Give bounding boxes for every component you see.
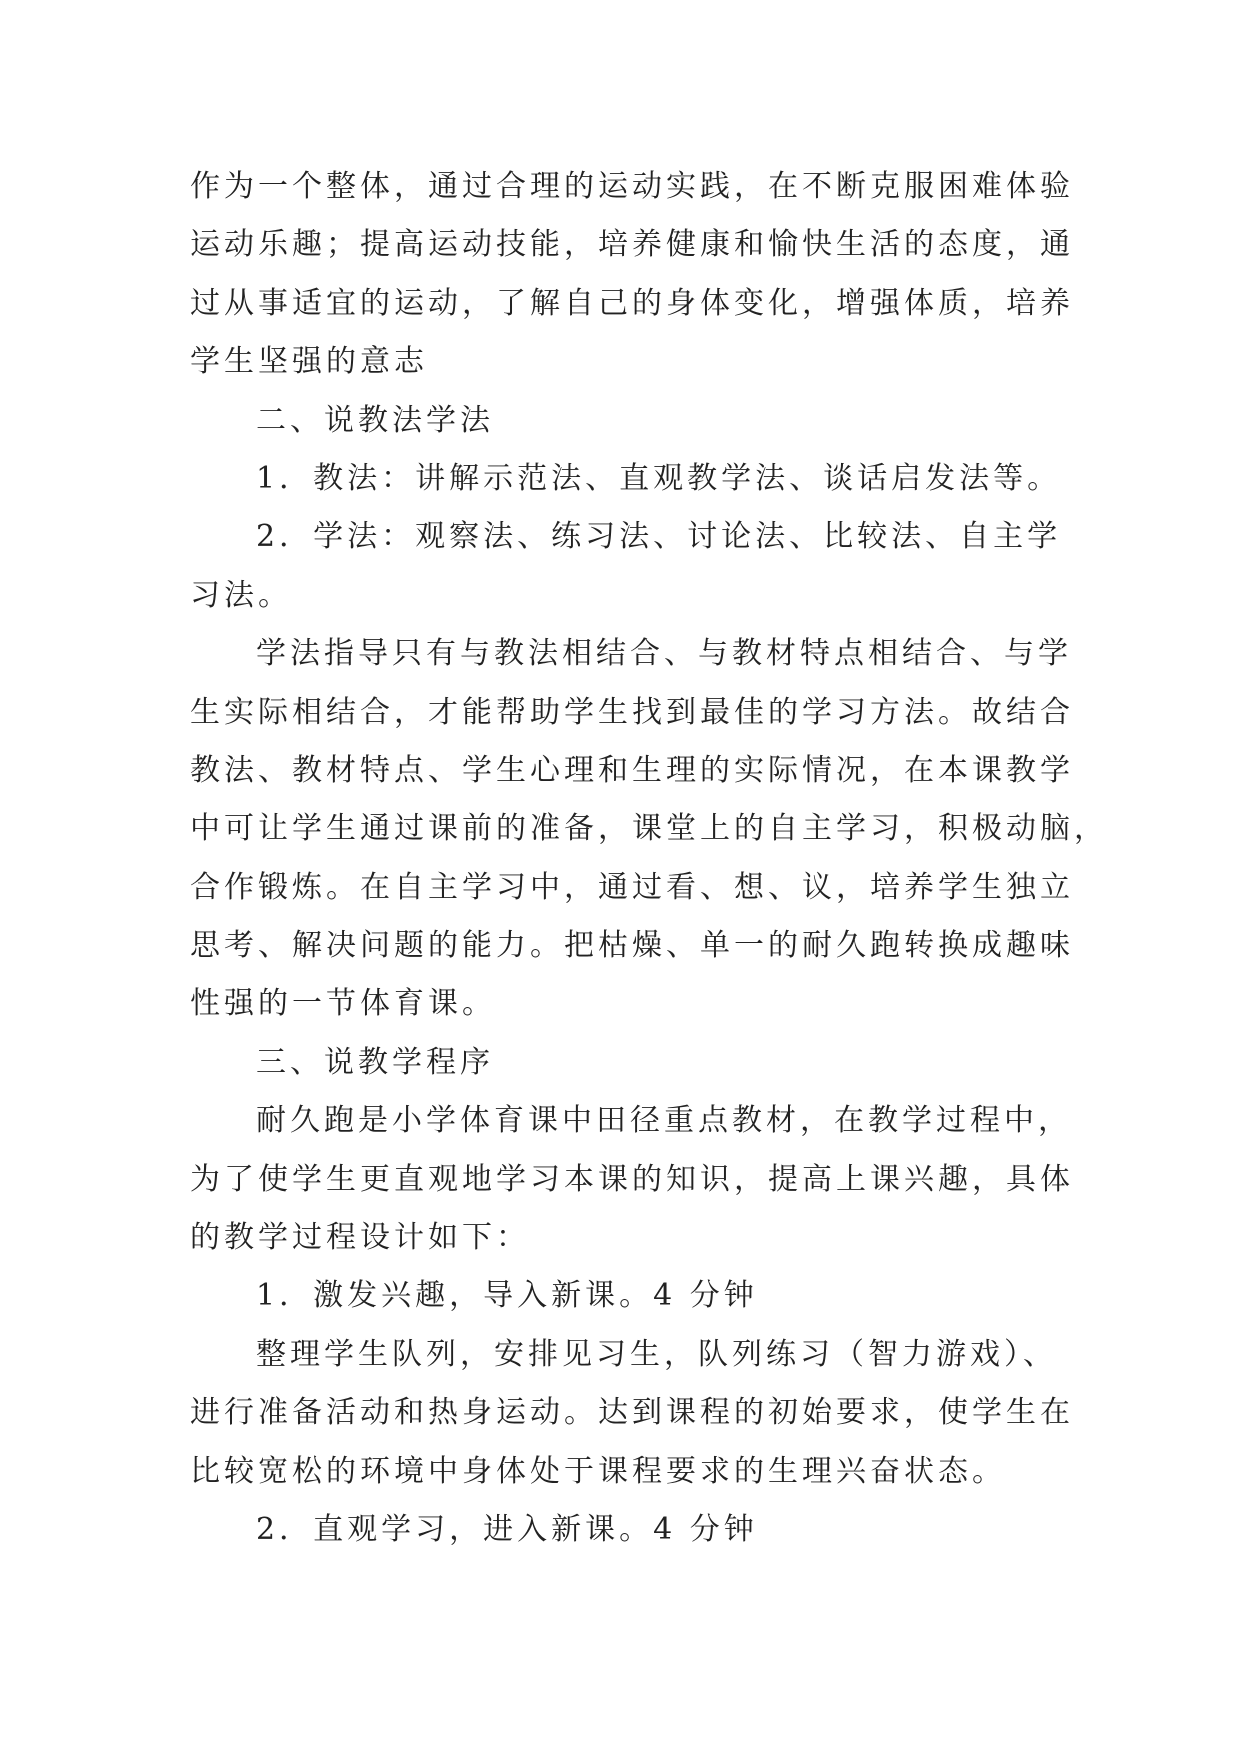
text-line: 合作锻炼。在自主学习中，通过看、想、议，培养学生独立 xyxy=(190,869,1074,905)
paragraph-start: 整理学生队列，安排见习生，队列练习（智力游戏）、 xyxy=(256,1336,1057,1372)
section-heading: 二、说教法学法 xyxy=(256,402,494,438)
section-heading: 三、说教学程序 xyxy=(256,1044,494,1080)
text-line: 运动乐趣；提高运动技能，培养健康和愉快生活的态度，通 xyxy=(190,227,1074,263)
list-item: 1．激发兴趣，导入新课。4 分钟 xyxy=(256,1278,758,1314)
text-line: 进行准备活动和热身运动。达到课程的初始要求，使学生在 xyxy=(190,1395,1074,1431)
text-line: 学生坚强的意志 xyxy=(190,344,428,380)
text-line: 作为一个整体，通过合理的运动实践，在不断克服困难体验 xyxy=(190,169,1074,204)
text-line: 教法、教材特点、学生心理和生理的实际情况，在本课教学 xyxy=(190,752,1074,788)
text-line: 中可让学生通过课前的准备，课堂上的自主学习，积极动脑， xyxy=(190,811,1108,847)
text-line: 比较宽松的环境中身体处于课程要求的生理兴奋状态。 xyxy=(190,1453,1006,1489)
text-line: 习法。 xyxy=(190,577,292,613)
text-line: 过从事适宜的运动，了解自己的身体变化，增强体质，培养 xyxy=(190,285,1074,321)
text-line: 为了使学生更直观地学习本课的知识，提高上课兴趣，具体 xyxy=(190,1161,1074,1197)
document-body xyxy=(190,158,1108,1559)
text-line: 的教学过程设计如下： xyxy=(190,1220,530,1256)
text-line: 思考、解决问题的能力。把枯燥、单一的耐久跑转换成趣味 xyxy=(190,928,1074,964)
list-item: 2．学法：观察法、练习法、讨论法、比较法、自主学 xyxy=(256,519,1062,555)
text-line: 性强的一节体育课。 xyxy=(190,986,496,1022)
paragraph-start: 耐久跑是小学体育课中田径重点教材，在教学过程中， xyxy=(256,1103,1072,1139)
text-line: 生实际相结合，才能帮助学生找到最佳的学习方法。故结合 xyxy=(190,694,1074,730)
list-item: 2．直观学习，进入新课。4 分钟 xyxy=(256,1511,758,1547)
list-item: 1．教法：讲解示范法、直观教学法、谈话启发法等。 xyxy=(256,460,1062,496)
paragraph-start: 学法指导只有与教法相结合、与教材特点相结合、与学 xyxy=(256,636,1072,672)
